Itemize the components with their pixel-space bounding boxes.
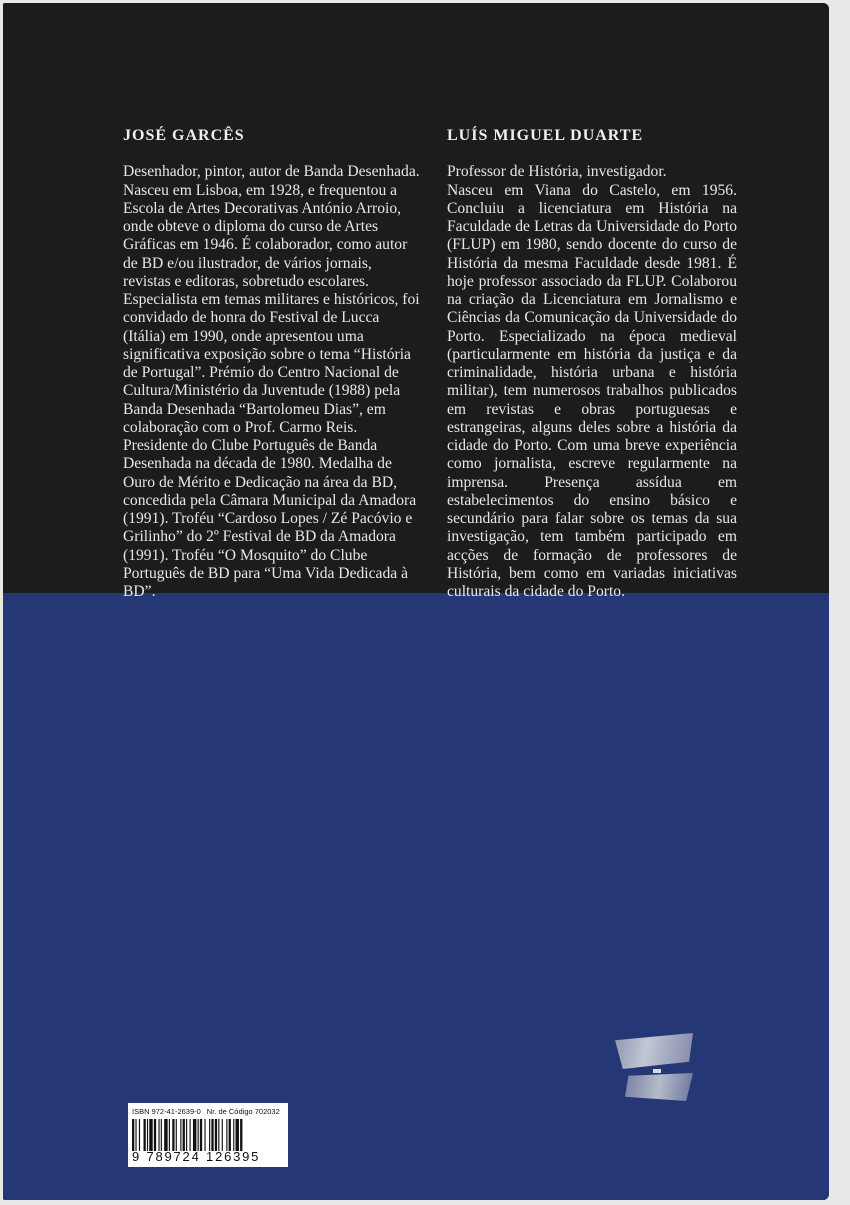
author-bio-text-left: Desenhador, pintor, autor de Banda Desenhada. Nasceu em Lisboa, em 1928, e frequentou a Escola de Artes Decorativas António Arroio, onde obteve o diploma do curso de Artes Gráficas em 1946. É colaborador, como autor de BD e/ou ilustrador, de vários jornais, revistas e editoras, sobretudo escolares. Especialista em temas militares e históricos, foi convidado de honra do Festival de Lucca (Itália) em 1990, onde apresentou uma significativa exposição sobre o tema “História de Portugal”. Prémio do Centro Nacional de Cultura/Ministério da Juventude (1988) pela Banda Desenhada “Bartolomeu Dias”, em colaboração com o Prof. Carmo Reis. Presidente do Clube Português de Banda Desenhada na década de 1980. Medalha de Ouro de Mérito e Dedicação na área da BD, concedida pela Câmara Municipal da Amadora (1991). Troféu “Cardoso Lopes / Zé Pacóvio e Grilinho” do 2º Festival de BD da Amadora (1991). Troféu “O Mosquito” do Clube Português de BD para “Uma Vida Dedicada à BD”. — [123, 163, 420, 600]
author-bio-right — [447, 127, 737, 601]
author-bio-left — [123, 127, 423, 601]
product-code-text: Nr. de Código 702032 — [206, 1107, 280, 1116]
author-bio-line-right: Professor de História, investigador. — [447, 163, 667, 181]
author-name-left: JOSÉ GARCÊS — [123, 127, 245, 144]
barcode-number: 9 789724 126395 — [132, 1149, 261, 1164]
blue-bottom-band — [3, 593, 829, 1200]
barcode-label — [128, 1103, 288, 1167]
barcode-bars-icon — [132, 1119, 284, 1151]
cover-scuff-mark — [625, 1073, 693, 1101]
isbn-text: ISBN 972-41-2639-0 — [132, 1107, 201, 1116]
barcode-header — [128, 1103, 288, 1116]
author-bio-text-right: Nasceu em Viana do Castelo, em 1956. Concluiu a licenciatura em História na Faculdade de Letras da Universidade do Porto (FLUP) em 1980, sendo docente do curso de História da mesma Faculdade desde 1981. É hoje professor associado da FLUP. Colaborou na criação da Licenciatura em Jornalismo e Ciências da Comunicação da Universidade do Porto. Especializado na época medieval (particularmente em história da justiça e da criminalidade, história urbana e história militar), tem numerosos trabalhos publicados em revistas e obras portuguesas e estrangeiras, alguns deles sobre a história da cidade do Porto. Com uma breve experiência como jornalista, escreve regularmente na imprensa. Presença assídua em estabelecimentos do ensino básico e secundário para falar sobre os temas da sua investigação, tem também participado em acções de formação de professores de História, bem como em variadas iniciativas culturais da cidade do Porto. — [447, 181, 737, 600]
book-back-cover — [3, 3, 829, 1200]
cover-scuff-mark — [653, 1069, 661, 1073]
author-name-right: LUÍS MIGUEL DUARTE — [447, 127, 644, 144]
